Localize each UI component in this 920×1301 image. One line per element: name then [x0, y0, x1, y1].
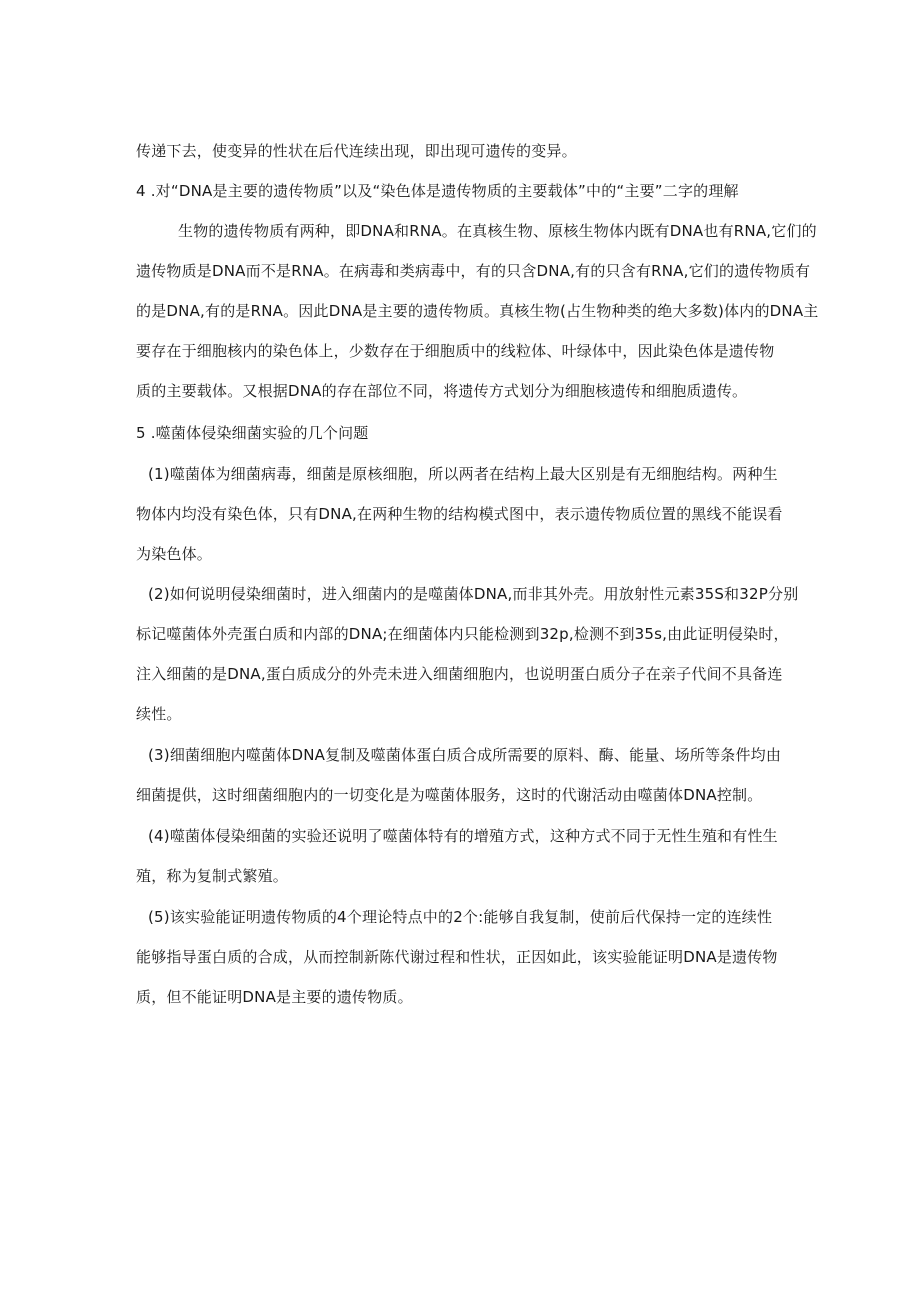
text-line: 生物的遗传物质有两种，即DNA和RNA。在真核生物、原核生物体内既有DNA也有RNA,它们的 — [178, 222, 817, 240]
text-line: 遗传物质是DNA而不是RNA。在病毒和类病毒中，有的只含DNA,有的只含有RNA,它们的遗传物质有 — [136, 262, 811, 280]
text-line: 续性。 — [136, 705, 182, 723]
text-line: 的是DNA,有的是RNA。因此DNA是主要的遗传物质。真核生物(占生物种类的绝大多数)体内的DNA主 — [136, 302, 819, 320]
text-line: 能够指导蛋白质的合成，从而控制新陈代谢过程和性状，正因如此，该实验能证明DNA是遗传物 — [136, 948, 778, 966]
text-line: (4)噬菌体侵染细菌的实验还说明了噬菌体特有的增殖方式，这种方式不同于无性生殖和有性生 — [148, 827, 778, 845]
text-line: (5)该实验能证明遗传物质的4个理论特点中的2个:能够自我复制，使前后代保持一定的连续性 — [148, 908, 773, 926]
text-line: 细菌提供，这时细菌细胞内的一切变化是为噬菌体服务，这时的代谢活动由噬菌体DNA控制。 — [136, 786, 763, 804]
section-heading-4: 4 .对“DNA是主要的遗传物质”以及“染色体是遗传物质的主要载体”中的“主要”二字的理解 — [136, 182, 739, 200]
text-line: 要存在于细胞核内的染色体上，少数存在于细胞质中的线粒体、叶绿体中，因此染色体是遗传物 — [136, 342, 775, 360]
text-line: 传递下去，使变异的性状在后代连续出现，即出现可遗传的变异。 — [136, 142, 577, 160]
section-heading-5: 5 .噬菌体侵染细菌实验的几个问题 — [136, 424, 369, 442]
text-line: 殖，称为复制式繁殖。 — [136, 867, 289, 885]
text-line: 标记噬菌体外壳蛋白质和内部的DNA;在细菌体内只能检测到32p,检测不到35s,由此证明侵染时， — [136, 625, 789, 643]
text-line: (2)如何说明侵染细菌时，进入细菌内的是噬菌体DNA,而非其外壳。用放射性元素35S和32P分别 — [148, 585, 799, 603]
text-line: (3)细菌细胞内噬菌体DNA复制及噬菌体蛋白质合成所需要的原料、酶、能量、场所等条件均由 — [148, 746, 782, 764]
text-line: 注入细菌的是DNA,蛋白质成分的外壳未进入细菌细胞内，也说明蛋白质分子在亲子代间不具备连 — [136, 665, 783, 683]
text-line: 质，但不能证明DNA是主要的遗传物质。 — [136, 988, 413, 1006]
text-line: (1)噬菌体为细菌病毒，细菌是原核细胞，所以两者在结构上最大区别是有无细胞结构。两种生 — [148, 465, 778, 483]
text-line: 物体内均没有染色体，只有DNA,在两种生物的结构模式图中，表示遗传物质位置的黑线不能误看 — [136, 505, 783, 523]
text-line: 质的主要载体。又根据DNA的存在部位不同，将遗传方式划分为细胞核遗传和细胞质遗传。 — [136, 382, 748, 400]
text-line: 为染色体。 — [136, 545, 213, 563]
